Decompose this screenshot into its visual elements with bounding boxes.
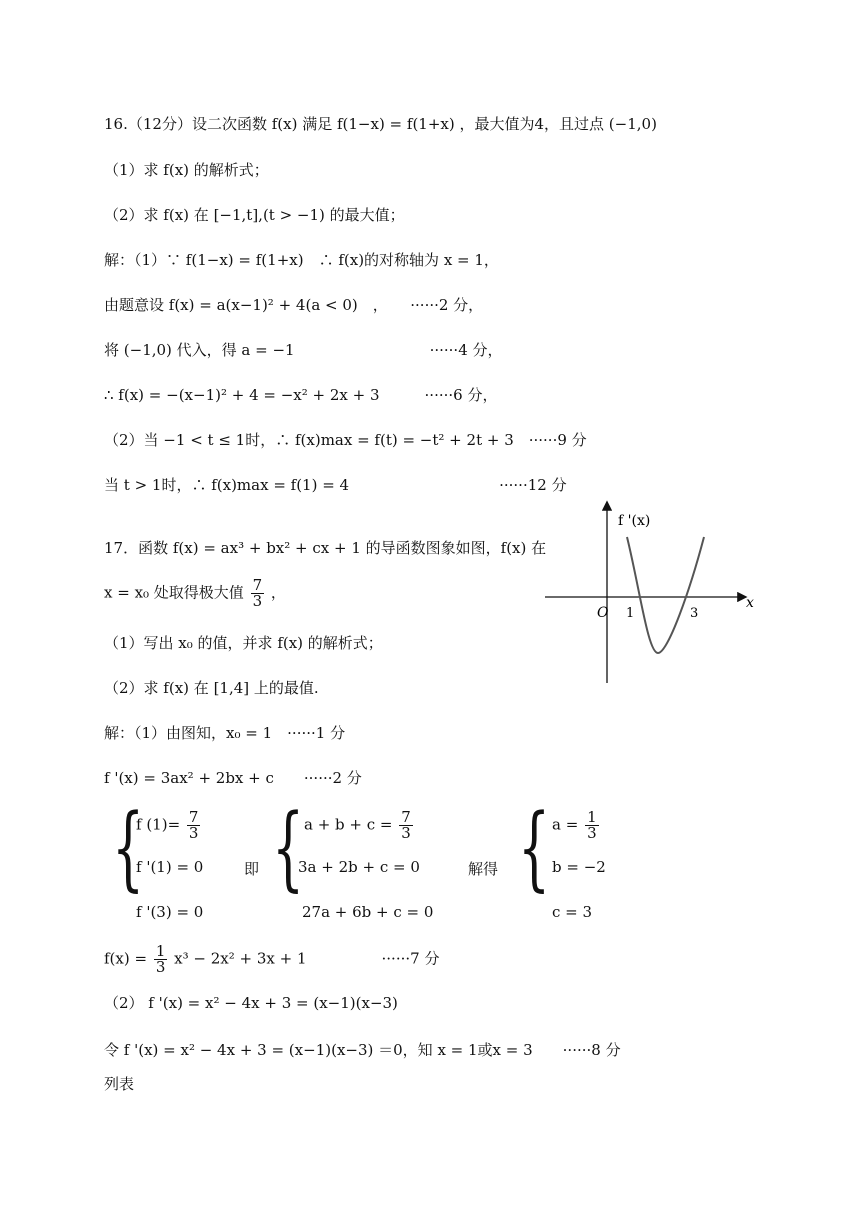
q16-part2: （2）求 f(x) 在 [−1,t],(t > −1) 的最大值； [104, 206, 405, 224]
fraction-numerator: 7 [252, 576, 263, 594]
q17-solution-line1: 解：（1）由图知，x₀ = 1 ······1 分 [104, 724, 346, 742]
q16-solution-line5: （2）当 −1 < t ≤ 1时，∴ f(x)max = f(t) = −t² + 2t + 3 ······9 分 [104, 431, 587, 449]
graph-tick-1: 1 [626, 606, 635, 621]
q16-part1: （1）求 f(x) 的解析式； [104, 161, 269, 179]
derivative-graph [540, 495, 760, 690]
q17-stem-comma: ， [270, 583, 286, 602]
graph-ylabel: f '(x) [618, 513, 651, 529]
system1-row2: f '(1) = 0 [136, 858, 204, 876]
fraction-7-3 [399, 810, 413, 841]
fraction-denominator: 3 [188, 824, 199, 842]
q17-part2: （2）求 f(x) 在 [1,4] 上的最值. [104, 679, 319, 697]
q17-part1: （1）写出 x₀ 的值，并求 f(x) 的解析式； [104, 634, 383, 652]
left-brace: { [272, 794, 305, 901]
fraction-7-3 [251, 578, 265, 609]
parabola-curve [627, 537, 704, 653]
q17-stem-text: x = x₀ 处取得极大值 [104, 583, 244, 602]
label-ji: 即 [244, 860, 260, 878]
graph-tick-3: 3 [690, 606, 699, 621]
q17-result-suffix: x³ − 2x² + 3x + 1 ······7 分 [174, 949, 440, 968]
fraction-numerator: 7 [188, 808, 199, 826]
q17-solution-line2: f '(x) = 3ax² + 2bx + c ······2 分 [104, 769, 362, 787]
fraction-1-3 [154, 944, 168, 975]
graph-origin: O [597, 605, 609, 621]
system3-row3: c = 3 [552, 903, 593, 921]
fraction-numerator: 1 [587, 808, 597, 826]
q17-result-prefix: f(x) = [104, 949, 148, 968]
system3-row1-text: a = [552, 815, 579, 834]
q16-stem: 16.（12分）设二次函数 f(x) 满足 f(1−x) = f(1+x) ，最大值为4，且过点 (−1,0) [104, 115, 657, 133]
graph-xlabel: x [746, 595, 754, 611]
q17-solution-line6: 列表 [104, 1075, 135, 1093]
q16-solution-line2: 由题意设 f(x) = a(x−1)² + 4(a < 0) ， ······2 分， [104, 296, 484, 314]
fraction-denominator: 3 [401, 824, 411, 842]
system2-row1 [304, 810, 415, 841]
fraction-denominator: 3 [155, 958, 166, 976]
system3-row1 [552, 810, 601, 841]
q17-solution-line4: （2） f '(x) = x² − 4x + 3 = (x−1)(x−3) [104, 994, 398, 1012]
fraction-numerator: 7 [401, 808, 411, 826]
system2-row1-text: a + b + c = [304, 815, 393, 834]
q16-solution-line4: ∴ f(x) = −(x−1)² + 4 = −x² + 2x + 3 ······6 分， [104, 386, 498, 404]
system1-row1 [136, 810, 202, 841]
fraction-7-3 [187, 810, 201, 841]
fraction-numerator: 1 [155, 942, 166, 960]
q17-solution-line5: 令 f '(x) = x² − 4x + 3 = (x−1)(x−3) ＝0，知 x = 1或x = 3 ······8 分 [104, 1041, 621, 1059]
q17-solution-line3 [104, 944, 439, 975]
q16-solution-line6: 当 t > 1时，∴ f(x)max = f(1) = 4 ······12 分 [104, 476, 567, 494]
q17-stem-line2 [104, 578, 286, 609]
q17-stem-line1: 17．函数 f(x) = ax³ + bx² + cx + 1 的导函数图象如图，f(x) 在 [104, 539, 547, 557]
system2-row2: 3a + 2b + c = 0 [298, 858, 420, 876]
system1-row3: f '(3) = 0 [136, 903, 204, 921]
fraction-denominator: 3 [252, 592, 263, 610]
q16-solution-line3: 将 (−1,0) 代入，得 a = −1 ······4 分， [104, 341, 503, 359]
label-jiede: 解得 [468, 860, 499, 878]
fraction-1-3 [585, 810, 599, 841]
system2-row3: 27a + 6b + c = 0 [302, 903, 434, 921]
system1-row1-text: f (1)= [136, 815, 181, 834]
q16-solution-line1: 解：（1）∵ f(1−x) = f(1+x) ∴ f(x)的对称轴为 x = 1， [104, 251, 499, 269]
system3-row2: b = −2 [552, 858, 606, 876]
fraction-denominator: 3 [587, 824, 597, 842]
left-brace: { [112, 794, 145, 901]
left-brace: { [518, 794, 551, 901]
